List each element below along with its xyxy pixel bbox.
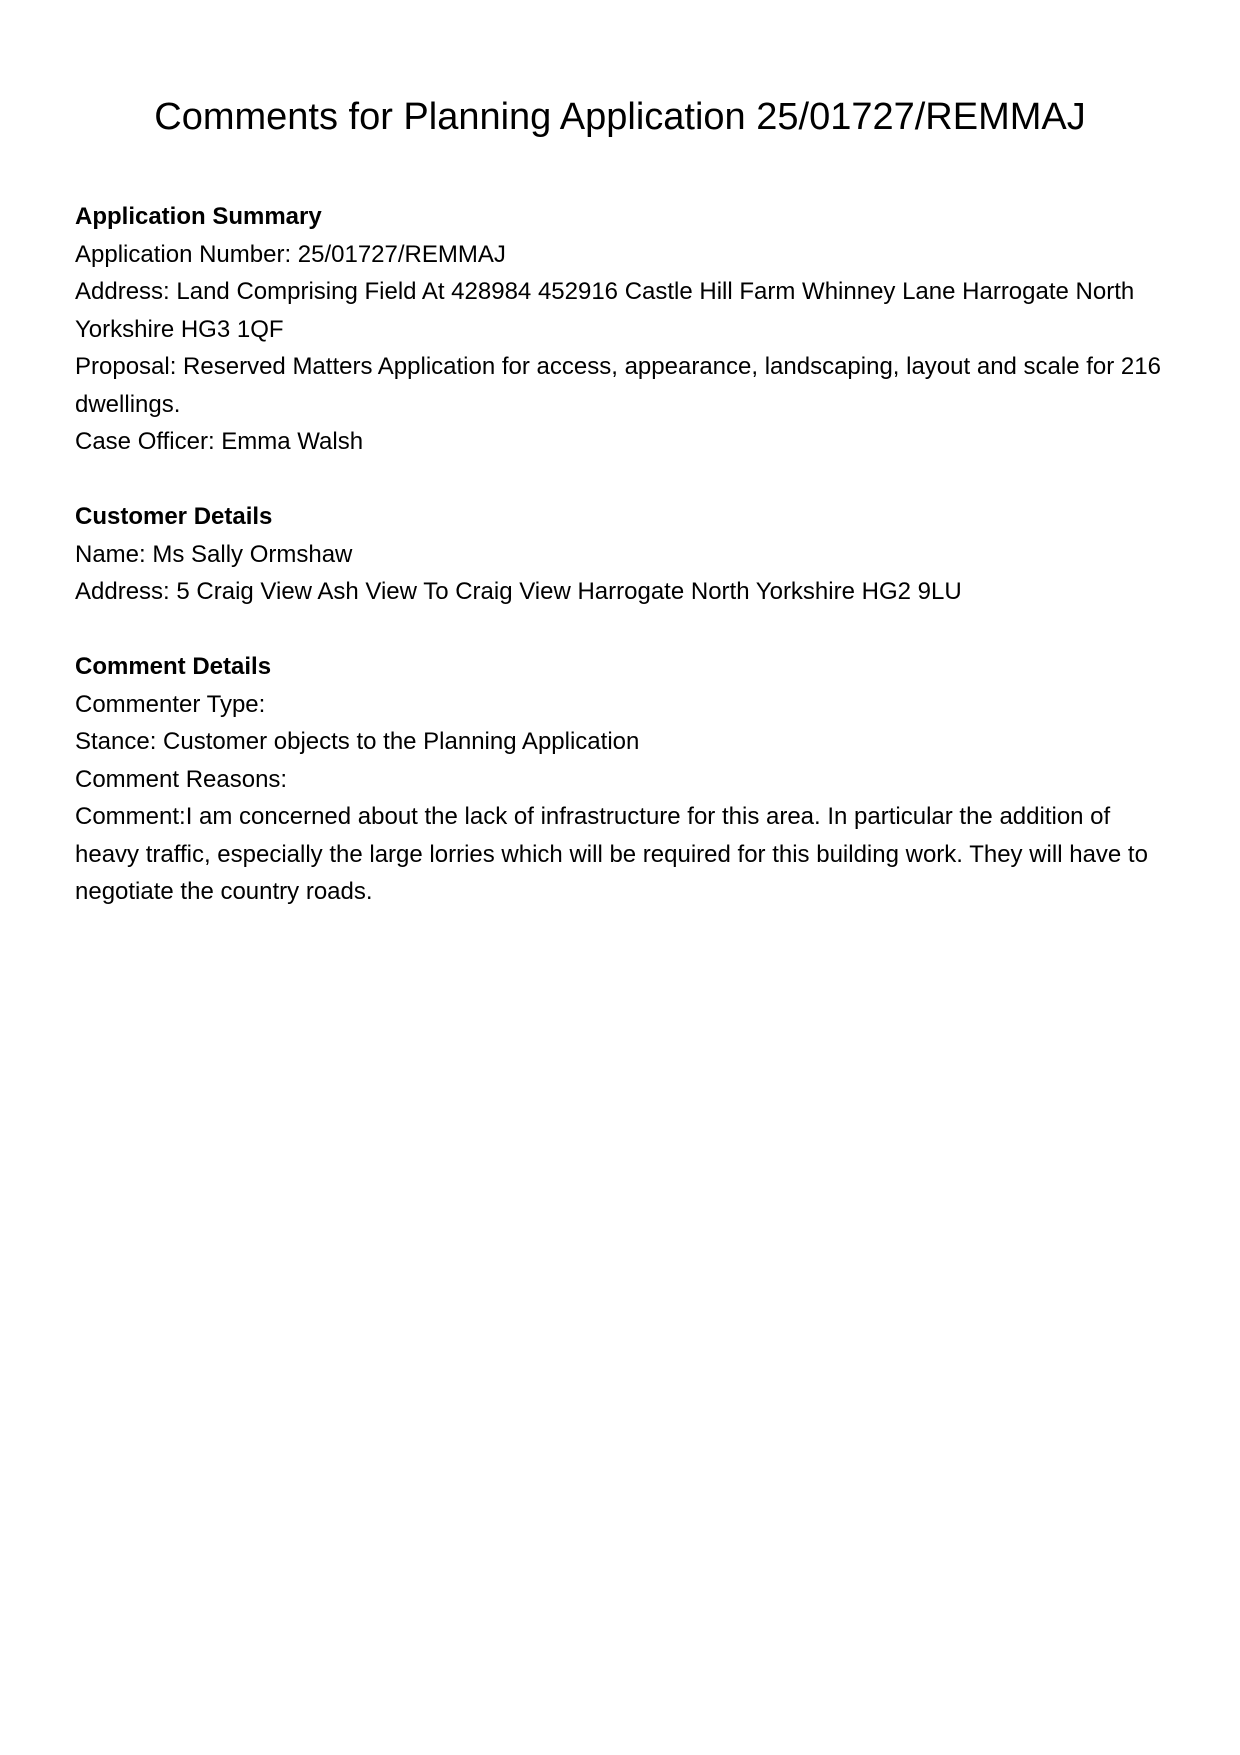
page-title: Comments for Planning Application 25/01727/REMMAJ xyxy=(154,96,1086,138)
application-summary-section xyxy=(75,198,1175,461)
stance: Stance: Customer objects to the Planning Application xyxy=(75,728,640,755)
application-address: Address: Land Comprising Field At 428984 452916 Castle Hill Farm Whinney Lane Harrogate North Yorkshire HG3 1QF xyxy=(75,278,1135,343)
comment-details-heading: Comment Details xyxy=(75,653,272,680)
customer-address: Address: 5 Craig View Ash View To Craig View Harrogate North Yorkshire HG2 9LU xyxy=(75,578,962,605)
comment-reasons: Comment Reasons: xyxy=(75,765,288,793)
application-proposal: Proposal: Reserved Matters Application for access, appearance, landscaping, layout and scale for 216 dwellings. xyxy=(75,353,1161,418)
comment-text: Comment:I am concerned about the lack of infrastructure for this area. In particular the addition of heavy traffic, especially the large lorries which will be required for this building work. They will have to negotiate the country roads. xyxy=(75,803,1148,905)
customer-name: Name: Ms Sally Ormshaw xyxy=(75,540,353,568)
application-summary-heading: Application Summary xyxy=(75,203,322,230)
customer-details-section xyxy=(75,498,1175,611)
application-number: Application Number: 25/01727/REMMAJ xyxy=(75,240,506,268)
case-officer: Case Officer: Emma Walsh xyxy=(75,428,364,455)
customer-details-heading: Customer Details xyxy=(75,503,273,530)
commenter-type: Commenter Type: xyxy=(75,690,266,718)
comment-details-section xyxy=(75,648,1175,911)
